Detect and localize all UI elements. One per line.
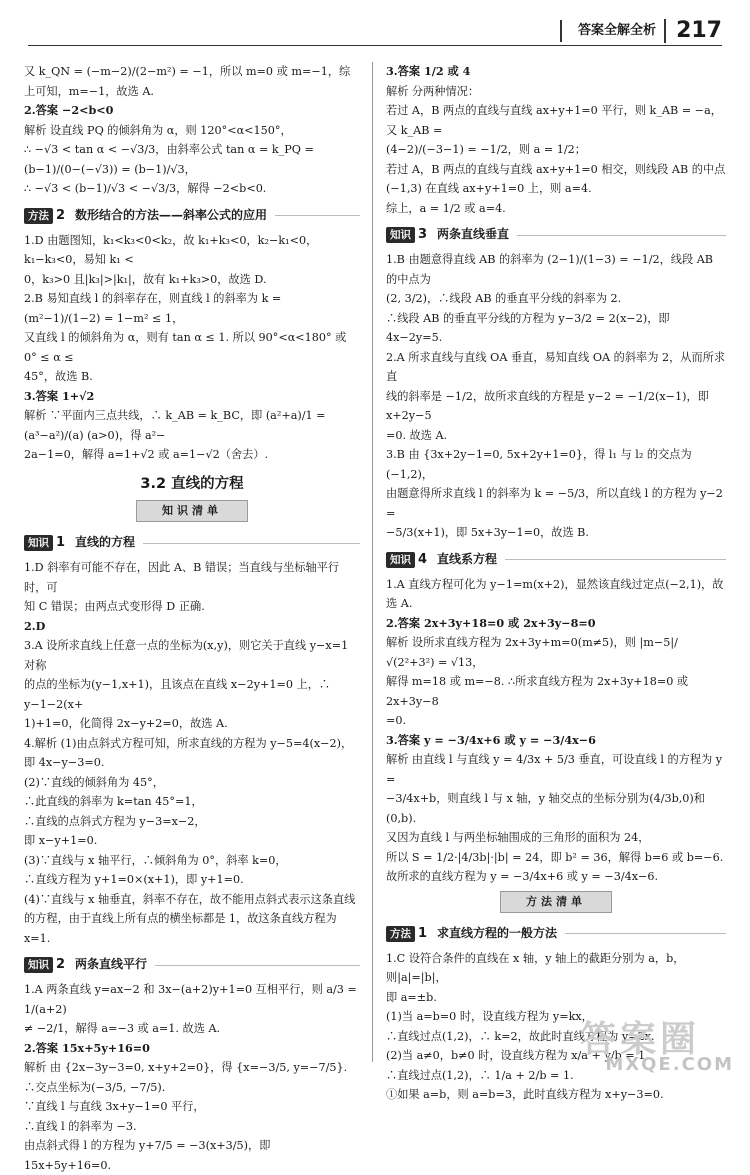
text-line: 选 A. xyxy=(386,597,413,610)
text-line: 所以 S = 1/2·|4/3b|·|b| = 24，即 b² = 36，解得 b=6 或 b=−6. xyxy=(386,850,724,864)
method-title: 求直线方程的一般方法 xyxy=(437,925,558,940)
text-line: 的方程，由于直线上所有点的横坐标都是 1，故这条直线方程为 x=1. xyxy=(24,912,337,945)
text-line: ∴直线过点(1,2)，∴ k=2，故此时直线方程为 y=2x. xyxy=(386,1029,655,1043)
banner-rule xyxy=(155,965,360,966)
text-line: −5/3(x+1)，即 5x+3y−1=0，故选 B. xyxy=(386,526,589,539)
text-line: 4.解析 (1)由点斜式方程可知，所求直线的方程为 y−5=4(x−2)， xyxy=(24,736,353,750)
text-line: ∴直线 l 的斜率为 −3. xyxy=(24,1119,137,1133)
text-line: 1.A 两条直线 y=ax−2 和 3x−(a+2)y+1=0 互相平行，则 a/3 = 1/(a+2) xyxy=(24,983,357,1016)
text-line: 解得 m=18 或 m=−8. ∴所求直线方程为 2x+3y+18=0 或 2x+3y−8 xyxy=(386,675,689,708)
text-line: (2)当 a≠0，b≠0 时，设直线方程为 x/a + y/b = 1. xyxy=(386,1049,649,1062)
method-tag: 方法 xyxy=(24,208,53,224)
header-title: 答案全解全析 xyxy=(560,20,664,42)
text-line: 0，k₃>0 且|k₃|>|k₁|，故有 k₁+k₃>0，故选 D. xyxy=(24,272,267,286)
left-column xyxy=(24,62,360,1175)
text-line: 又因为直线 l 与两坐标轴围成的三角形的面积为 24， xyxy=(386,831,650,844)
text-line: 1.D 斜率有可能不存在，因此 A、B 错误；当直线与坐标轴平行时，可 xyxy=(24,561,340,594)
text-line: ∴此直线的斜率为 k=tan 45°=1， xyxy=(24,795,203,808)
header-tab xyxy=(560,16,750,46)
text-line: 1.C 设符合条件的直线在 x 轴，y 轴上的截距分别为 a，b，则|a|=|b|， xyxy=(386,951,685,984)
knowledge-number: 1 xyxy=(56,535,66,551)
text-line: 即 4x−y−3=0. xyxy=(24,756,105,769)
text-line: 1.D 由题图知，k₁<k₃<0<k₂，故 k₁+k₃<0，k₂−k₁<0，k₁−k₃<0，易知 k₁ < xyxy=(24,233,318,266)
text-line: (−1,3) 在直线 ax+y+1=0 上，则 a=4. xyxy=(386,182,592,195)
section-title: 3.2 直线的方程 xyxy=(140,475,244,492)
knowledge-title: 直线的方程 xyxy=(75,535,136,550)
text-line: 又直线 l 的倾斜角为 α，则有 tan α ≤ 1. 所以 90°<α<180° 或 0° ≤ α ≤ xyxy=(24,331,347,364)
text-line: ∴ −√3 < (b−1)/√3 < −√3/3，解得 −2<b<0. xyxy=(24,182,267,195)
answer-line: 2.答案 15x+5y+16=0 xyxy=(24,1040,150,1055)
knowledge-title: 两条直线平行 xyxy=(75,957,148,972)
text-line: 故所求的直线方程为 y = −3/4x+6 或 y = −3/4x−6. xyxy=(386,870,659,883)
column-divider xyxy=(372,62,373,1062)
answer-line: 2.答案 2x+3y+18=0 或 2x+3y−8=0 xyxy=(386,615,596,630)
banner-rule xyxy=(143,543,360,544)
method-number: 1 xyxy=(418,925,428,941)
method-tag: 方法 xyxy=(386,926,415,942)
banner-rule xyxy=(505,559,726,560)
text-line: 的点的坐标为(y−1,x+1)，且该点在直线 x−2y+1=0 上，∴ y−1−2(x+ xyxy=(24,678,331,711)
text-line: 由点斜式得 l 的方程为 y+7/5 = −3(x+3/5)，即 15x+5y+16=0. xyxy=(24,1139,271,1172)
watermark-logo-text: 答案圈 xyxy=(579,1019,700,1060)
text-line: 1.B 由题意得直线 AB 的斜率为 (2−1)/(1−3) = −1/2，线段 AB 的中点为 xyxy=(386,253,714,286)
knowledge-list-ribbon: 知识清单 xyxy=(136,500,248,522)
text-line: 1.A 直线方程可化为 y−1=m(x+2)，显然该直线过定点(−2,1)，故 xyxy=(386,577,724,591)
page-number: 217 xyxy=(664,19,750,43)
text-line: 3.B 由 {3x+2y−1=0, 5x+2y+1=0}，得 l₁ 与 l₂ 的交点为(−1,2)， xyxy=(386,448,692,481)
method-number: 2 xyxy=(56,207,66,223)
text-line: 若过 A，B 两点的直线与直线 ax+y+1=0 相交，则线段 AB 的中点 xyxy=(386,162,726,176)
banner-rule xyxy=(275,215,360,216)
text-line: 2a−1=0，解得 a=1+√2 或 a=1−√2（舍去）. xyxy=(24,448,269,461)
knowledge-tag: 知识 xyxy=(24,535,53,551)
answer-line: 3.答案 1/2 或 4 xyxy=(386,64,471,78)
text-line: (2, 3/2)，∴线段 AB 的垂直平分线的斜率为 2. xyxy=(386,292,622,305)
text-line: 若过 A，B 两点的直线与直线 ax+y+1=0 平行，则 k_AB = −a，又 k_AB = xyxy=(386,104,722,137)
text-line: (2)∵直线的倾斜角为 45°， xyxy=(24,775,164,789)
text-line: 1)+1=0，化简得 2x−y+2=0，故选 A. xyxy=(24,717,228,730)
text-line: (4)∵直线与 x 轴垂直，斜率不存在，故不能用点斜式表示这条直线 xyxy=(24,892,356,906)
method-2-banner xyxy=(24,205,360,227)
banner-rule xyxy=(565,933,726,934)
text-line: =0. xyxy=(386,714,407,727)
watermark xyxy=(560,1011,740,1075)
page-header xyxy=(0,0,750,50)
knowledge-number: 3 xyxy=(418,227,428,243)
answer-line: 3.答案 y = −3/4x+6 或 y = −3/4x−6 xyxy=(386,732,596,747)
text-line: 2.B 易知直线 l 的斜率存在，则直线 l 的斜率为 k = (m²−1)/(1−2) = 1−m² ≤ 1， xyxy=(24,292,282,325)
text-line: 解析 由 {2x−3y−3=0, x+y+2=0}，得 {x=−3/5, y=−7/5}. xyxy=(24,1061,348,1074)
header-rule xyxy=(28,45,722,46)
text-line: 综上，a = 1/2 或 a=4. xyxy=(386,201,506,215)
right-column xyxy=(386,62,726,1105)
text-line: 2.D xyxy=(24,618,46,633)
text-line: 知 C 错误；由两点式变形得 D 正确. xyxy=(24,600,205,613)
knowledge-4-banner xyxy=(386,549,726,571)
text-line: (1)当 a=b=0 时，设直线方程为 y=kx， xyxy=(386,1010,593,1023)
text-line: ∴线段 AB 的垂直平分线的方程为 y−3/2 = 2(x−2)，即 4x−2y=5. xyxy=(386,311,670,344)
text-line: 2.A 所求直线与直线 OA 垂直，易知直线 OA 的斜率为 2，从而所求直 xyxy=(386,350,726,383)
text-line: 45°，故选 B. xyxy=(24,370,93,383)
knowledge-3-banner xyxy=(386,224,726,246)
text-line: ①如果 a=b，则 a=b=3，此时直线方程为 x+y−3=0. xyxy=(386,1088,664,1101)
text-line: 解析 ∵平面内三点共线，∴ k_AB = k_BC，即 (a²+a)/1 = (a³−a²)/(a) (a>0)，得 a²− xyxy=(24,409,326,442)
text-line: (3)∵直线与 x 轴平行，∴倾斜角为 0°，斜率 k=0， xyxy=(24,853,287,867)
text-line: ∴交点坐标为(−3/5, −7/5). xyxy=(24,1080,166,1094)
text-line: 由题意得所求直线 l 的斜率为 k = −5/3，所以直线 l 的方程为 y−2 = xyxy=(386,487,723,520)
knowledge-1-banner xyxy=(24,532,360,554)
knowledge-tag: 知识 xyxy=(386,552,415,568)
answer-line: 2.答案 −2<b<0 xyxy=(24,103,114,117)
banner-rule xyxy=(517,235,726,236)
knowledge-tag: 知识 xyxy=(24,957,53,973)
watermark-url: MXQE.COM xyxy=(605,1054,734,1075)
knowledge-tag: 知识 xyxy=(386,227,415,243)
text-line: 解析 由直线 l 与直线 y = 4/3x + 5/3 垂直，可设直线 l 的方程为 y = xyxy=(386,753,723,786)
method-list-ribbon: 方法清单 xyxy=(500,891,612,913)
text-line: 解析 设直线 PQ 的倾斜角为 α，则 120°<α<150°， xyxy=(24,123,292,137)
text-line: ∴直线方程为 y+1=0×(x+1)，即 y+1=0. xyxy=(24,873,244,886)
text-line: ∴直线过点(1,2)，∴ 1/a + 2/b = 1. xyxy=(386,1068,574,1082)
method-title: 数形结合的方法——斜率公式的应用 xyxy=(75,207,268,222)
knowledge-title: 两条直线垂直 xyxy=(437,227,510,242)
text-line: ≠ −2/1，解得 a=−3 或 a=1. 故选 A. xyxy=(24,1022,221,1035)
text-line: ∵直线 l 与直线 3x+y−1=0 平行， xyxy=(24,1100,205,1113)
text-line: =0. 故选 A. xyxy=(386,428,448,442)
text-line: 即 a=±b. xyxy=(386,990,437,1004)
text-line: (4−2)/(−3−1) = −1/2，则 a = 1/2； xyxy=(386,143,586,156)
knowledge-number: 2 xyxy=(56,957,66,973)
text-line: 线的斜率是 −1/2，故所求直线的方程是 y−2 = −1/2(x−1)，即 x+2y−5 xyxy=(386,389,709,422)
knowledge-number: 4 xyxy=(418,551,428,567)
method-1-banner xyxy=(386,923,726,945)
text-line: 又 k_QN = (−m−2)/(2−m²) = −1，所以 m=0 或 m=−1，综上可知，m=−1，故选 A. xyxy=(24,65,351,98)
answer-line: 3.答案 1+√2 xyxy=(24,388,95,403)
text-line: 解析 分两种情况： xyxy=(386,84,480,98)
text-line: 即 x−y+1=0. xyxy=(24,834,98,847)
text-line: ∴ −√3 < tan α < −√3/3，由斜率公式 tan α = k_PQ = (b−1)/(0−(−√3)) = (b−1)/√3， xyxy=(24,143,314,176)
text-line: ∴直线的点斜式方程为 y−3=x−2， xyxy=(24,814,206,828)
knowledge-2-banner xyxy=(24,954,360,976)
text-line: 解析 设所求直线方程为 2x+3y+m=0(m≠5)，则 |m−5|/√(2²+3²) = √13， xyxy=(386,636,678,669)
text-line: −3/4x+b，则直线 l 与 x 轴，y 轴交点的坐标分别为(4/3b,0)和(0,b). xyxy=(386,792,705,825)
text-line: 3.A 设所求直线上任意一点的坐标为(x,y)，则它关于直线 y−x=1 对称 xyxy=(24,639,349,672)
knowledge-title: 直线系方程 xyxy=(437,551,498,566)
